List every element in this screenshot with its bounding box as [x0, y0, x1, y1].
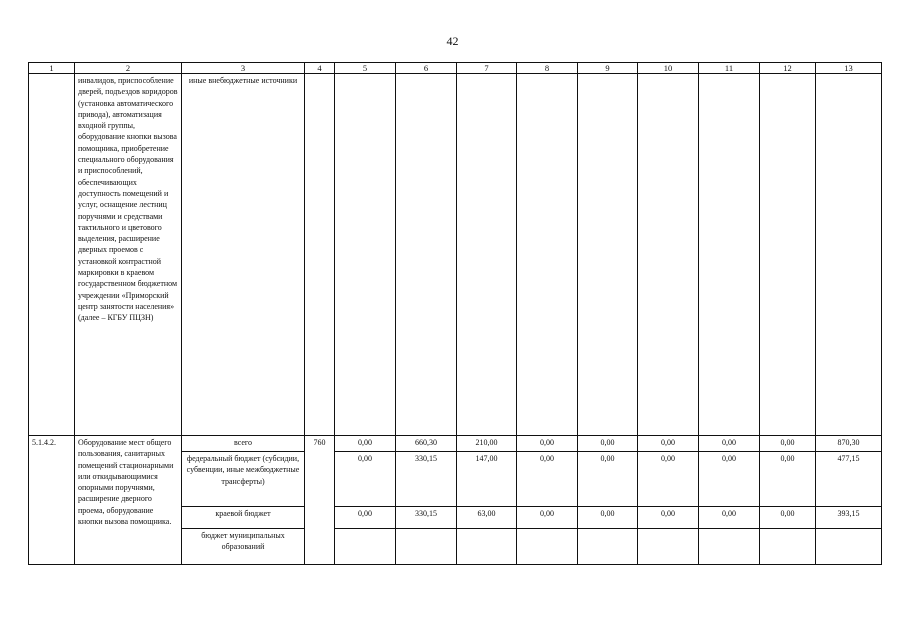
value-cell	[760, 529, 816, 565]
value-cell	[699, 529, 760, 565]
value-cell: 0,00	[638, 436, 699, 452]
value-cell: 0,00	[578, 436, 638, 452]
value-cell: 870,30	[816, 436, 882, 452]
cell-description: инвалидов, приспособление дверей, подъездов коридоров (установка автоматического привода), автоматизация входной группы, оборудование кнопки вызова помощника, приобретение специального оборудования и приспособлений, обеспечивающих доступность помещений и услуг, оснащение лестниц поручнями и средствами тактильного и цветового выделения, расширение дверных проемов с установкой контрастной маркировки в краевом государственном бюджетном учреждении «Приморский центр занятости населения» (далее – КГБУ ПЦЗН)	[75, 74, 182, 436]
column-header: 11	[699, 63, 760, 74]
value-cell: 0,00	[638, 507, 699, 529]
column-header: 1	[29, 63, 75, 74]
value-cell: 0,00	[578, 507, 638, 529]
continuation-row	[29, 74, 882, 436]
value-cell	[457, 529, 517, 565]
cell-empty	[578, 74, 638, 436]
column-header: 7	[457, 63, 517, 74]
column-header: 6	[396, 63, 457, 74]
page-number: 42	[446, 34, 459, 48]
value-cell: 0,00	[335, 507, 396, 529]
cell-empty	[517, 74, 578, 436]
column-header: 8	[517, 63, 578, 74]
value-cell: 0,00	[578, 452, 638, 507]
value-cell	[335, 529, 396, 565]
value-cell: 393,15	[816, 507, 882, 529]
column-header: 12	[760, 63, 816, 74]
value-cell: 330,15	[396, 507, 457, 529]
column-header: 10	[638, 63, 699, 74]
value-cell: 147,00	[457, 452, 517, 507]
row-source: краевой бюджет	[182, 507, 305, 529]
cell-empty	[638, 74, 699, 436]
cell-empty	[760, 74, 816, 436]
value-cell: 0,00	[517, 452, 578, 507]
value-cell: 660,30	[396, 436, 457, 452]
value-cell: 0,00	[699, 507, 760, 529]
value-cell: 477,15	[816, 452, 882, 507]
value-cell: 0,00	[517, 507, 578, 529]
column-header: 5	[335, 63, 396, 74]
value-cell: 0,00	[760, 507, 816, 529]
item-description: Оборудование мест общего пользования, санитарных помещений стационарными или откидывающимися опорными поручнями, расширение дверного проема, оборудование кнопки вызова помощника.	[75, 436, 182, 565]
row-source: бюджет муниципальных образований	[182, 529, 305, 565]
value-cell: 0,00	[638, 452, 699, 507]
value-cell	[517, 529, 578, 565]
item-code: 5.1.4.2.	[29, 436, 75, 565]
value-cell: 0,00	[699, 452, 760, 507]
column-header: 13	[816, 63, 882, 74]
column-header-row	[29, 63, 882, 74]
table-row	[29, 436, 882, 452]
value-cell: 0,00	[517, 436, 578, 452]
column-header: 4	[305, 63, 335, 74]
value-cell: 330,15	[396, 452, 457, 507]
row-source: всего	[182, 436, 305, 452]
row-source: федеральный бюджет (субсидии, субвенции, иные межбюджетные трансферты)	[182, 452, 305, 507]
cell-empty	[457, 74, 517, 436]
value-cell	[578, 529, 638, 565]
column-header: 3	[182, 63, 305, 74]
value-cell: 0,00	[699, 436, 760, 452]
budget-table	[28, 62, 882, 565]
value-cell: 0,00	[335, 452, 396, 507]
cell-empty	[699, 74, 760, 436]
cell-empty	[396, 74, 457, 436]
column-header: 2	[75, 63, 182, 74]
value-cell	[396, 529, 457, 565]
value-cell: 0,00	[335, 436, 396, 452]
value-cell	[638, 529, 699, 565]
value-cell: 210,00	[457, 436, 517, 452]
value-cell	[816, 529, 882, 565]
cell-source: иные внебюджетные источники	[182, 74, 305, 436]
cell-code	[29, 74, 75, 436]
item-col4: 760	[305, 436, 335, 565]
column-header: 9	[578, 63, 638, 74]
cell-empty	[816, 74, 882, 436]
value-cell: 0,00	[760, 436, 816, 452]
value-cell: 63,00	[457, 507, 517, 529]
cell-empty	[335, 74, 396, 436]
value-cell: 0,00	[760, 452, 816, 507]
cell-empty	[305, 74, 335, 436]
